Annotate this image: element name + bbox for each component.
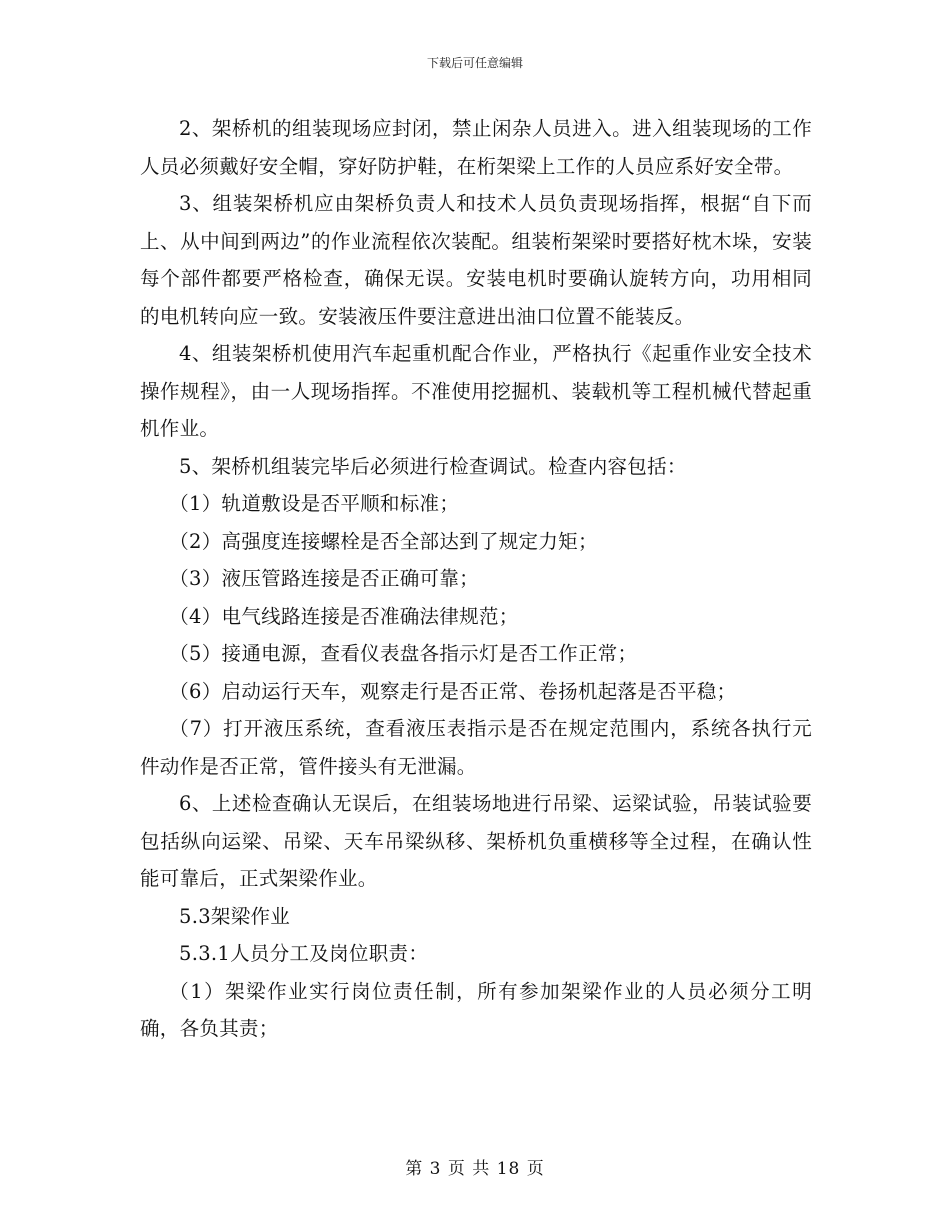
- list-item-hydraulic-system: （7）打开液压系统，查看液压表指示是否在规定范围内，系统各执行元件动作是否正常，管件接头有无泄漏。: [140, 717, 812, 778]
- page-header: 下载后可任意编辑: [426, 56, 523, 70]
- list-item-hydraulic-pipes: （3）液压管路连接是否正确可靠；: [169, 567, 479, 590]
- list-item-responsibility: （1）架梁作业实行岗位责任制，所有参加架梁作业的人员必须分工明确，各负其责；: [140, 979, 812, 1040]
- section-heading-5-3: 5.3架梁作业: [179, 904, 291, 928]
- paragraph-assembly-site-closure: 2、架桥机的组装现场应封闭，禁止闲杂人员进入。进入组装现场的工作人员必须戴好安全帽，穿好防护鞋，在桁架梁上工作的人员应系好安全带。: [140, 117, 812, 178]
- document-body: [140, 110, 812, 1048]
- list-item-power: （5）接通电源，查看仪表盘各指示灯是否工作正常；: [169, 642, 638, 665]
- paragraph-crane-operation: 4、组装架桥机使用汽车起重机配合作业，严格执行《起重作业安全技术操作规程》，由一人现场指挥。不准使用挖掘机、装载机等工程机械代替起重机作业。: [140, 342, 812, 440]
- page-footer: 第 3 页 共 18 页: [405, 1159, 545, 1179]
- list-item-bolts: （2）高强度连接螺栓是否全部达到了规定力矩；: [169, 529, 598, 553]
- paragraph-inspection-intro: 5、架桥机组装完毕后必须进行检查调试。检查内容包括：: [179, 454, 687, 478]
- list-item-track: （1）轨道敷设是否平顺和标准；: [169, 492, 460, 515]
- paragraph-lifting-test: 6、上述检查确认无误后，在组装场地进行吊梁、运梁试验，吊装试验要包括纵向运梁、吊梁、天车吊梁纵移、架桥机负重横移等全过程，在确认性能可靠后，正式架梁作业。: [140, 792, 812, 890]
- list-item-electric-lines: （4）电气线路连接是否准确法律规范；: [169, 604, 519, 628]
- paragraph-assembly-command: 3、组装架桥机应由架桥负责人和技术人员负责现场指挥，根据“自下而上、从中间到两边”的作业流程依次装配。组装桁架梁时要搭好枕木垛，安装每个部件都要严格检查，确保无误。安装电机时要确认旋转方向，功用相同的电机转向应一致。安装液压件要注意进出油口位置不能装反。: [140, 192, 812, 328]
- section-heading-5-3-1: 5.3.1人员分工及岗位职责：: [179, 942, 429, 965]
- list-item-crane-run: （6）启动运行天车，观察走行是否正常、卷扬机起落是否平稳；: [169, 679, 737, 703]
